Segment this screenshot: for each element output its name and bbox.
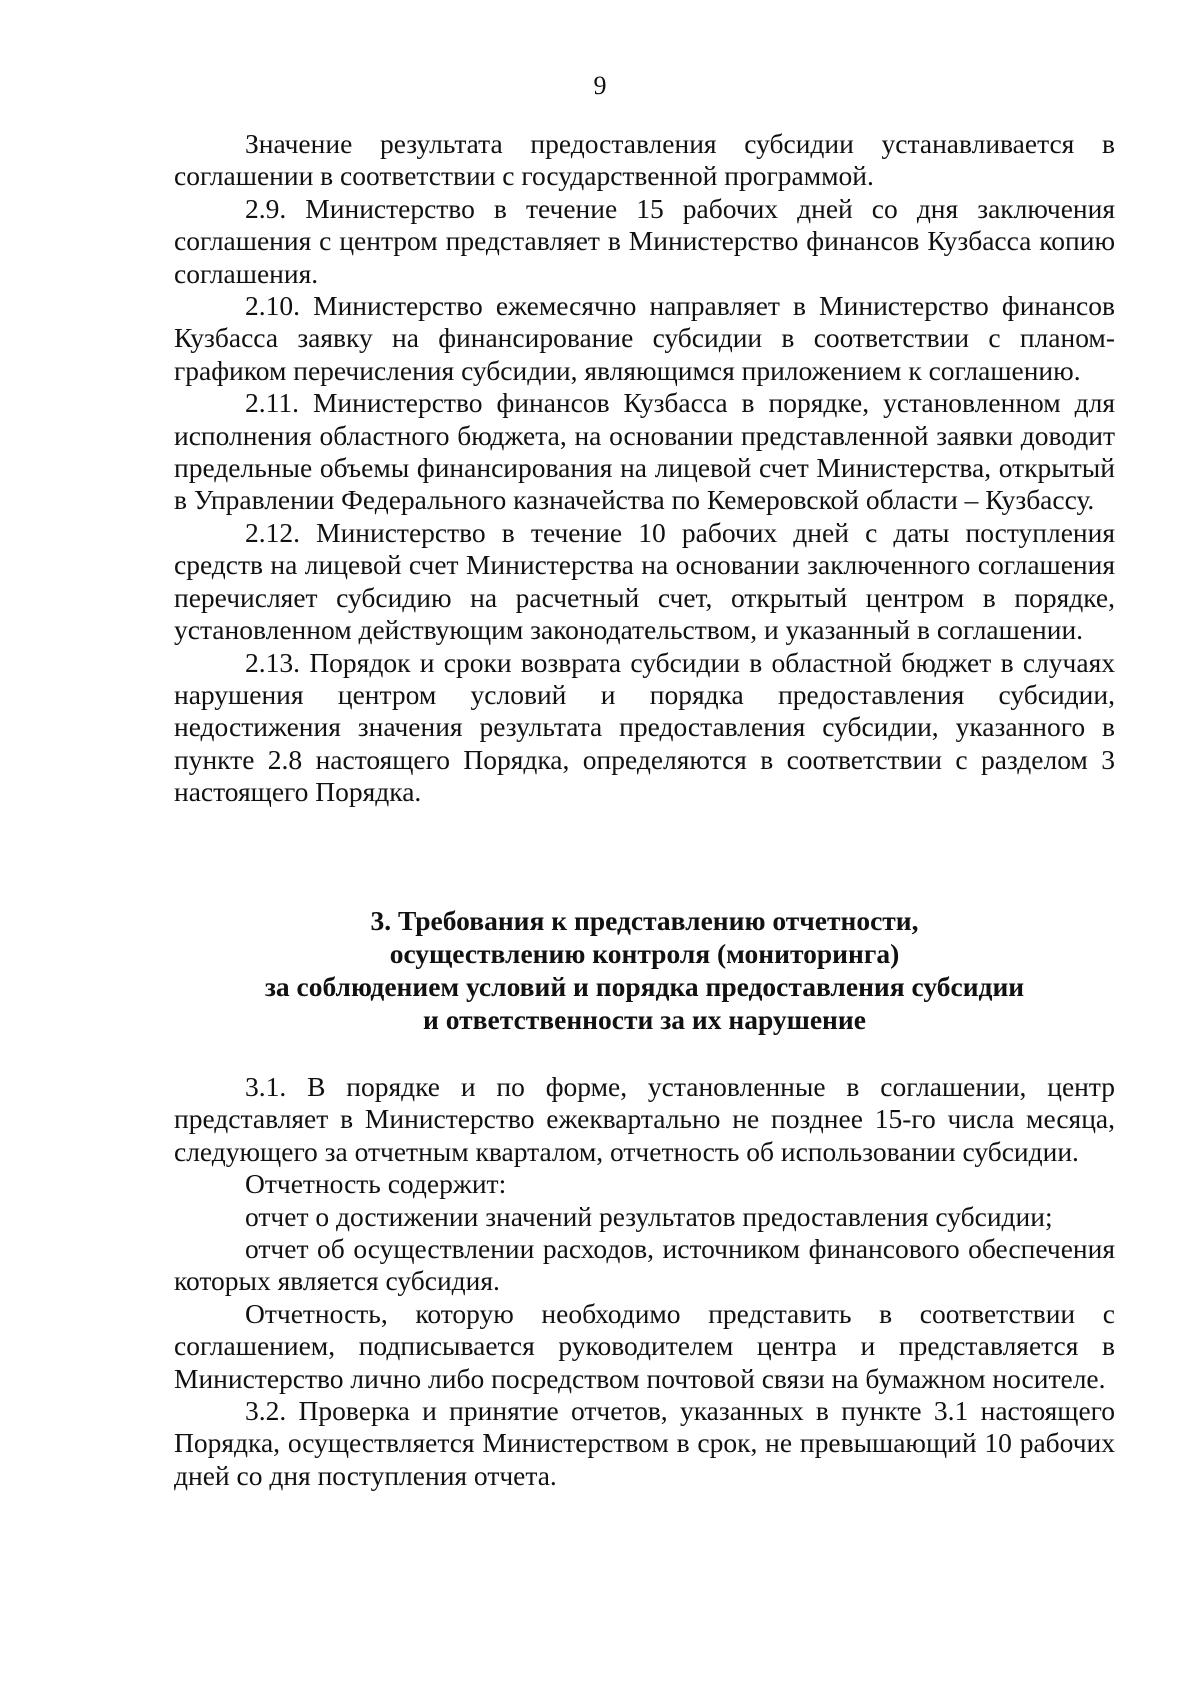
paragraph-2-9: 2.9. Министерство в течение 15 рабочих дней со дня заключения соглашения с центром представляет в Министерство финансов Кузбасса копию соглашения. xyxy=(174,192,1115,289)
heading-line-2: осуществлению контроля (мониторинга) xyxy=(389,938,900,969)
heading-line-4: и ответственности за их нарушение xyxy=(423,1004,866,1035)
heading-line-1: 3. Требования к представлению отчетности, xyxy=(370,905,919,936)
page-number: 9 xyxy=(593,71,607,100)
paragraph-2-12: 2.12. Министерство в течение 10 рабочих дней с даты поступления средств на лицевой счет Министерства на основании заключенного соглашения перечисляет субсидию на расчетный счет, открытый центром в порядке, установленном действующим законодательством, и указанный в соглашении. xyxy=(174,516,1115,646)
paragraph-3-2: 3.2. Проверка и принятие отчетов, указанных в пункте 3.1 настоящего Порядка, осуществляется Министерством в срок, не превышающий 10 рабочих дней со дня поступления отчета. xyxy=(174,1395,1115,1491)
paragraph-3-1: 3.1. В порядке и по форме, установленные в соглашении, центр представляет в Министерство ежеквартально не позднее 15-го числа месяца, следующего за отчетным кварталом, отчетность об использовании субсидии. xyxy=(174,1071,1115,1167)
section-3-heading xyxy=(174,904,1115,1036)
paragraph-2-10: 2.10. Министерство ежемесячно направляет в Министерство финансов Кузбасса заявку на финансирование субсидии в соответствии с планом-графиком перечисления субсидии, являющимся приложением к соглашению. xyxy=(174,290,1115,386)
paragraph-2-13: 2.13. Порядок и сроки возврата субсидии в областной бюджет в случаях нарушения центром условий и порядка предоставления субсидии, недостижения значения результата предоставления субсидии, указанного в пункте 2.8 настоящего Порядка, определяются в соответствии с разделом 3 настоящего Порядка. xyxy=(174,646,1115,808)
paragraph-result-value: Значение результата предоставления субсидии устанавливается в соглашении в соответствии с государственной программой. xyxy=(174,128,1115,192)
paragraph-2-11: 2.11. Министерство финансов Кузбасса в порядке, установленном для исполнения областного бюджета, на основании представленной заявки доводит предельные объемы финансирования на лицевой счет Министерства, открытый в Управлении Федерального казначейства по Кемеровской области – Кузбассу. xyxy=(174,387,1115,516)
paragraph-report-results: отчет о достижении значений результатов предоставления субсидии; xyxy=(245,1200,1053,1232)
paragraph-report-signing: Отчетность, которую необходимо представить в соответствии с соглашением, подписывается руководителем центра и представляется в Министерство лично либо посредством почтовой связи на бумажном носителе. xyxy=(174,1297,1115,1394)
paragraph-report-contains: Отчетность содержит: xyxy=(245,1168,507,1200)
heading-line-3: за соблюдением условий и порядка предоставления субсидии xyxy=(264,971,1025,1002)
paragraph-report-expenses: отчет об осуществлении расходов, источником финансового обеспечения которых является субсидия. xyxy=(174,1233,1115,1297)
section-2-continuation xyxy=(174,128,1115,809)
section-3-body xyxy=(174,1071,1115,1492)
